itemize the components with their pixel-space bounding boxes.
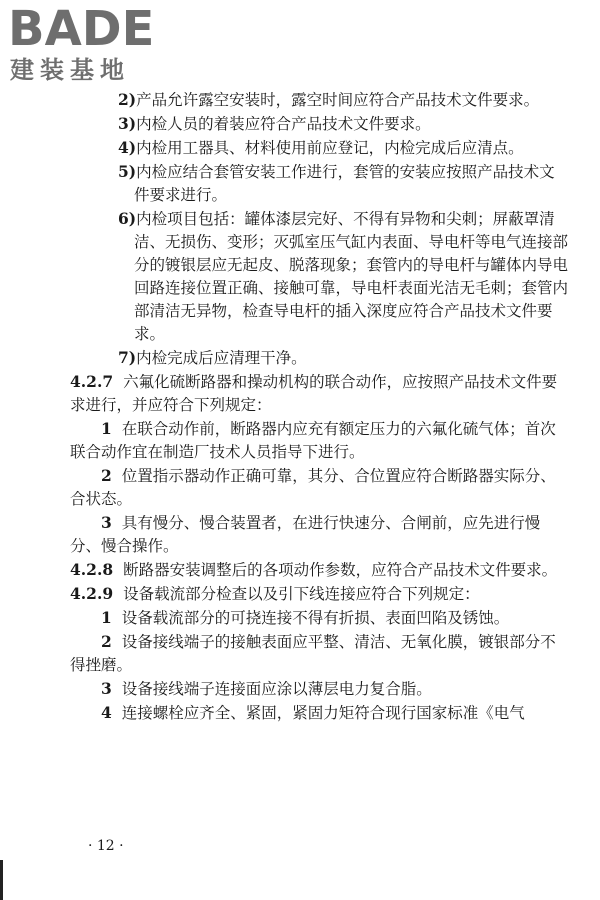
clause-text: 六氟化硫断路器和操动机构的联合动作，应按照产品技术文件要求进行，并应符合下列规定： (70, 373, 558, 414)
item-number: 4) (118, 138, 137, 157)
sub-item-number: 3 (101, 513, 112, 532)
sub-item (70, 511, 570, 558)
sub-item-text: 设备接线端子的接触表面应平整、清洁、无氧化膜，镀银部分不得挫磨。 (70, 633, 556, 674)
list-item (70, 346, 570, 370)
clause-number: 4.2.9 (70, 584, 114, 603)
sub-item (70, 417, 570, 464)
clause-number: 4.2.7 (70, 372, 114, 391)
document-body (70, 88, 570, 725)
site-logo (8, 1, 188, 84)
item-number: 2) (118, 90, 137, 109)
item-text: 内检应结合套管安装工作进行，套管的安装应按照产品技术文件要求进行。 (134, 163, 555, 204)
item-number: 3) (118, 114, 137, 133)
scan-edge-divider (0, 860, 3, 900)
sub-item-number: 2 (101, 632, 112, 651)
item-text: 内检项目包括：罐体漆层完好、不得有异物和尖刺；屏蔽罩清洁、无损伤、变形；灭弧室压气缸内表面、导电杆等电气连接部分的镀银层应无起皮、脱落现象；套管内的导电杆与罐体内导电回路连接位置正确、接触可靠，导电杆表面光洁无毛刺；套管内部清洁无异物，检查导电杆的插入深度应符合产品技术文件要求。 (134, 210, 569, 343)
sub-item-text: 设备接线端子连接面应涂以薄层电力复合脂。 (121, 680, 432, 698)
list-item (70, 136, 570, 160)
clause-text: 断路器安装调整后的各项动作参数，应符合产品技术文件要求。 (123, 561, 558, 579)
sub-item (70, 701, 570, 725)
sub-item-text: 在联合动作前，断路器内应充有额定压力的六氟化硫气体；首次联合动作宜在制造厂技术人员指导下进行。 (70, 420, 556, 461)
logo-wordmark: BADE (8, 1, 155, 57)
sub-item-text: 具有慢分、慢合装置者，在进行快速分、合闸前，应先进行慢分、慢合操作。 (70, 514, 541, 555)
sub-item (70, 606, 570, 630)
item-number: 7) (118, 348, 137, 367)
item-text: 内检完成后应清理干净。 (136, 349, 307, 367)
clause-4-2-7 (70, 370, 570, 417)
sub-item-number: 2 (101, 466, 112, 485)
sub-item (70, 677, 570, 701)
sub-item (70, 630, 570, 677)
list-item (70, 207, 570, 346)
clause-4-2-8 (70, 558, 570, 582)
clause-number: 4.2.8 (70, 560, 114, 579)
item-number: 6) (118, 209, 137, 228)
sub-item-number: 4 (101, 703, 112, 722)
item-text: 内检用工器具、材料使用前应登记，内检完成后应清点。 (136, 139, 524, 157)
item-text: 产品允许露空安装时，露空时间应符合产品技术文件要求。 (136, 91, 540, 109)
item-number: 5) (118, 162, 137, 181)
list-item (70, 88, 570, 112)
sub-item-text: 连接螺栓应齐全、紧固，紧固力矩符合现行国家标准《电气 (121, 704, 525, 722)
page-number: · 12 · (88, 838, 124, 854)
sub-item-number: 3 (101, 679, 112, 698)
clause-4-2-9 (70, 582, 570, 606)
sub-item-number: 1 (101, 608, 112, 627)
logo-subtitle: 建装基地 (10, 56, 130, 84)
sub-item-text: 设备载流部分的可挠连接不得有折损、表面凹陷及锈蚀。 (121, 609, 510, 627)
list-item (70, 112, 570, 136)
sub-item-text: 位置指示器动作正确可靠，其分、合位置应符合断路器实际分、合状态。 (70, 467, 556, 508)
clause-text: 设备载流部分检查以及引下线连接应符合下列规定： (123, 585, 480, 603)
list-item (70, 160, 570, 207)
sub-item-number: 1 (101, 419, 112, 438)
item-text: 内检人员的着装应符合产品技术文件要求。 (136, 115, 431, 133)
sub-item (70, 464, 570, 511)
